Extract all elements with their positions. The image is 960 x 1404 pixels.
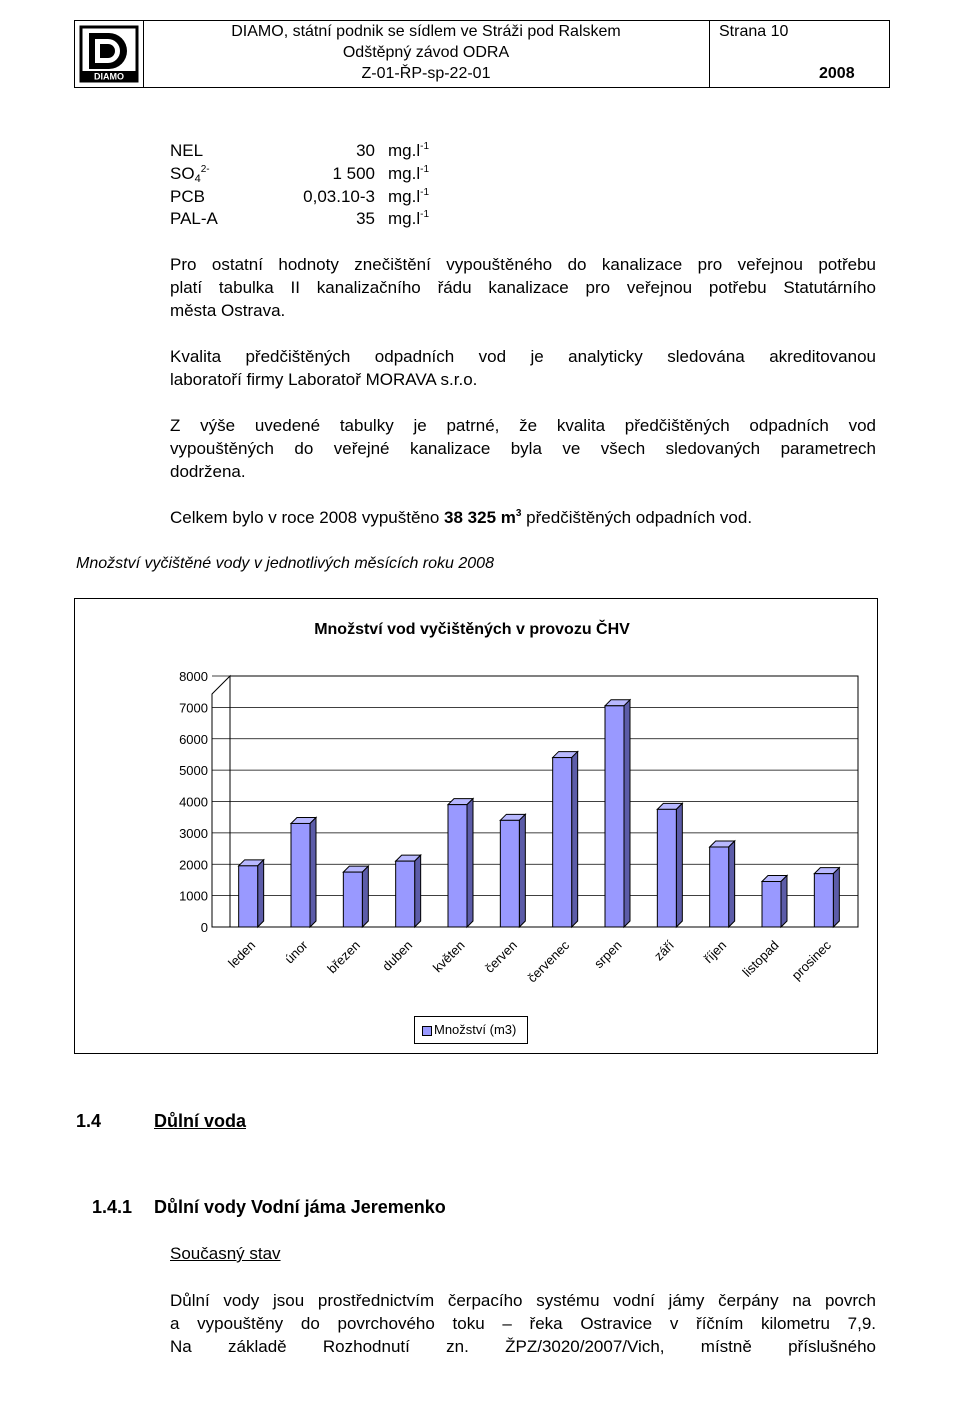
limit-value: 30 [356, 141, 375, 160]
text-line: a vypouštěny do povrchového toku – řeka Ostravice v říčním kilometru 7,9. [170, 1314, 876, 1333]
chart-legend [414, 1016, 528, 1044]
logo-cell [75, 21, 144, 87]
limit-value: 35 [356, 209, 375, 228]
text-line: dodržena. [170, 462, 246, 481]
text-line: Kvalita předčištěných odpadních vod je analyticky sledována akreditovanou [170, 347, 876, 366]
chart-frame [74, 598, 878, 1054]
text-line: Z výše uvedené tabulky je patrné, že kvalita předčištěných odpadních vod [170, 416, 876, 435]
header-year: 2008 [819, 65, 855, 82]
x-tick-label: leden [225, 937, 259, 971]
doc-code: Z-01-ŘP-sp-22-01 [361, 65, 491, 82]
y-tick-label: 0 [200, 920, 208, 935]
y-tick-label: 4000 [179, 794, 208, 810]
x-tick-label: únor [281, 937, 311, 967]
text-line: Pro ostatní hodnoty znečištění vypouštěného do kanalizace pro veřejnou potřebu [170, 255, 876, 274]
limit-unit: $mg.l^{-1}$ [388, 209, 430, 228]
limit-value: 1 500 [332, 164, 375, 183]
text-line: města Ostrava. [170, 301, 286, 320]
y-tick-label: 3000 [179, 825, 208, 841]
x-tick-label: srpen [591, 937, 625, 972]
chart-caption: Množství vyčištěné vody v jednotlivých měsících roku 2008 [76, 555, 494, 572]
limit-value: 0,03.10-3 [303, 187, 375, 206]
legend-label: Množství (m3) [434, 1022, 517, 1037]
text-line: platí tabulka II kanalizačního řádu kanalizace pro veřejnou potřebu Statutárního [170, 278, 876, 297]
x-tick-label: říjen [700, 937, 730, 967]
limit-name: NEL [170, 141, 204, 160]
x-tick-label: duben [379, 937, 416, 974]
y-tick-label: 5000 [179, 763, 208, 779]
x-tick-label: listopad [739, 937, 782, 980]
x-tick-label: září [651, 937, 677, 964]
branch-line: Odštěpný závod ODRA [342, 44, 510, 61]
section-title: Důlní voda [154, 1111, 247, 1131]
logo-text: DIAMO [94, 71, 124, 82]
org-line: DIAMO, státní podnik se sídlem ve Stráži pod Ralskem [231, 23, 621, 40]
x-tick-label: červen [481, 937, 520, 976]
legend-swatch [422, 1026, 432, 1036]
limit-unit: $mg.l^{-1}$ [388, 187, 430, 206]
text-line: Na základě Rozhodnutí zn. ŽPZ/3020/2007/Vich, místně příslušného [170, 1337, 876, 1356]
text-line: Důlní vody jsou prostřednictvím čerpacího systému vodní jámy čerpány na povrch [170, 1291, 876, 1310]
limit-name: PAL-A [170, 209, 218, 228]
limit-name: PCB [170, 187, 205, 206]
subsection-title: Důlní vody Vodní jáma Jeremenko [154, 1197, 446, 1217]
limit-unit: $mg.l^{-1}$ [388, 141, 430, 160]
header-center [143, 21, 710, 87]
section-number: 1.4 [76, 1111, 102, 1131]
paragraph-total: Celkem bylo v roce 2008 vypuštěno 38 325 $m^3$ předčištěných odpadních vod. [170, 508, 753, 527]
text-line: laboratoří firmy Laboratoř MORAVA s.r.o. [170, 370, 478, 389]
diamo-logo [75, 21, 143, 87]
x-tick-label: prosinec [788, 937, 834, 983]
x-tick-label: červenec [524, 937, 573, 986]
subheading-current-state: Současný stav [170, 1244, 281, 1263]
document-header [74, 20, 890, 88]
x-tick-label: březen [324, 937, 363, 977]
y-tick-label: 8000 [179, 669, 208, 684]
header-right [709, 21, 889, 87]
chart-title: Množství vod vyčištěných v provozu ČHV [314, 621, 630, 638]
limit-unit: $mg.l^{-1}$ [388, 164, 430, 183]
y-tick-label: 7000 [179, 700, 208, 716]
x-tick-label: květen [429, 937, 468, 976]
y-tick-label: 6000 [179, 731, 208, 747]
subsection-number: 1.4.1 [92, 1197, 133, 1217]
text-line: vypouštěných do veřejné kanalizace byla ve všech sledovaných parametrech [170, 439, 876, 458]
page-label: Strana 10 [719, 23, 789, 40]
y-tick-label: 1000 [179, 888, 208, 904]
limit-name: $SO_4^{2-}$ [170, 164, 210, 185]
y-tick-label: 2000 [179, 857, 208, 873]
